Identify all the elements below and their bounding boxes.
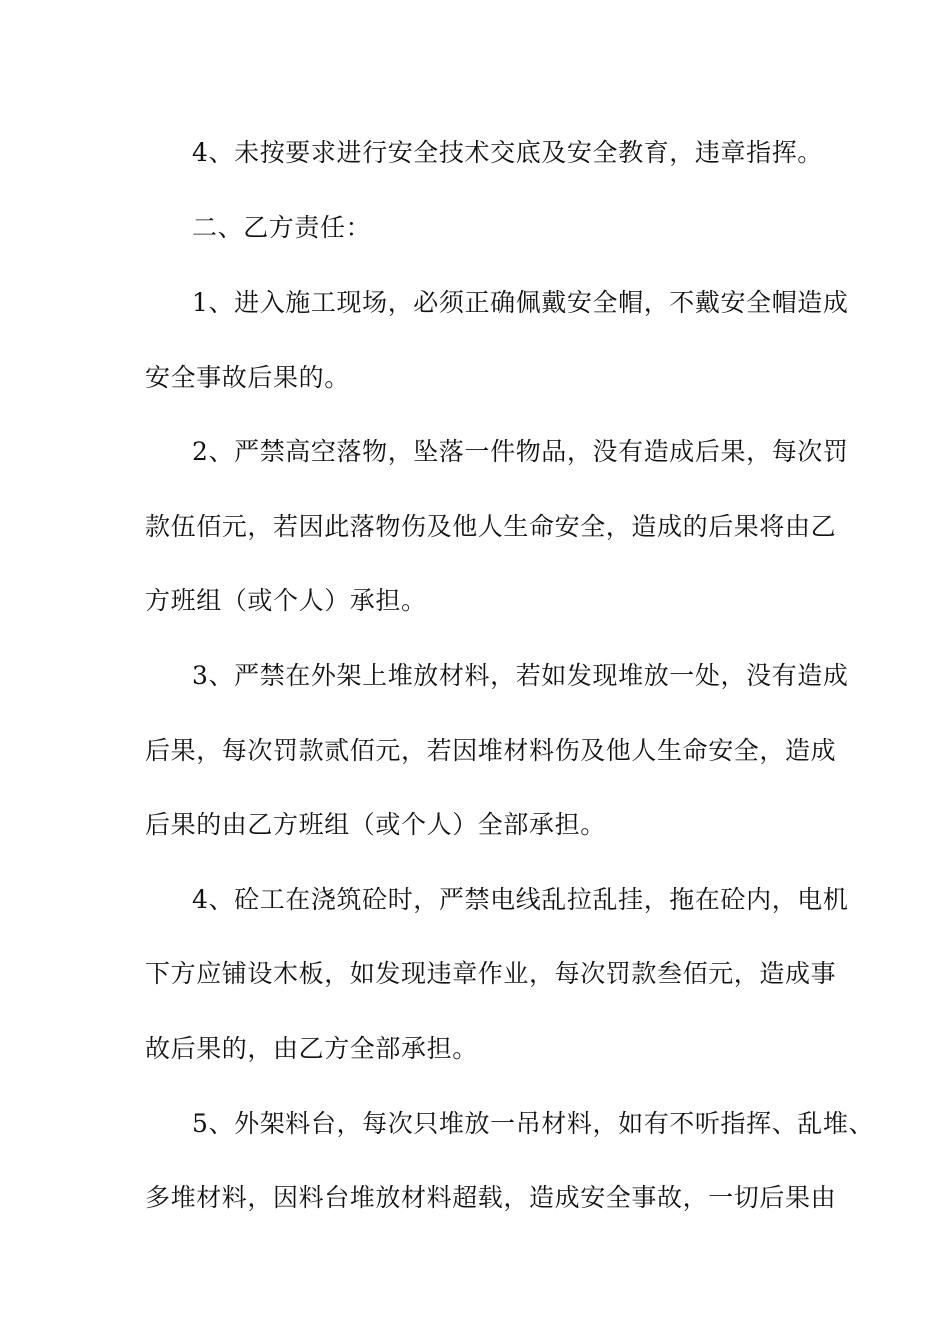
paragraph-line: 故后果的，由乙方全部承担。 bbox=[145, 1034, 478, 1063]
paragraph-line: 3、严禁在外架上堆放材料，若如发现堆放一处，没有造成 bbox=[192, 661, 849, 690]
paragraph-line: 4、未按要求进行安全技术交底及安全教育，违章指挥。 bbox=[192, 138, 823, 167]
paragraph-line: 4、砼工在浇筑砼时，严禁电线乱拉乱挂，拖在砼内，电机 bbox=[192, 885, 849, 914]
paragraph-line: 安全事故后果的。 bbox=[145, 363, 350, 392]
paragraph-line: 2、严禁高空落物，坠落一件物品，没有造成后果，每次罚 bbox=[192, 437, 849, 466]
paragraph-line: 后果，每次罚款贰佰元，若因堆材料伤及他人生命安全，造成 bbox=[145, 736, 837, 765]
paragraph-line: 方班组（或个人）承担。 bbox=[145, 586, 427, 615]
paragraph-line: 多堆材料，因料台堆放材料超载，造成安全事故，一切后果由 bbox=[145, 1183, 837, 1212]
section-heading: 二、乙方责任： bbox=[192, 213, 372, 242]
paragraph-line: 1、进入施工现场，必须正确佩戴安全帽，不戴安全帽造成 bbox=[192, 288, 849, 317]
paragraph-line: 5、外架料台，每次只堆放一吊材料，如有不听指挥、乱堆、 bbox=[192, 1109, 875, 1138]
paragraph-line: 后果的由乙方班组（或个人）全部承担。 bbox=[145, 810, 606, 839]
paragraph-line: 下方应铺设木板，如发现违章作业，每次罚款叁佰元，造成事 bbox=[145, 959, 837, 988]
paragraph-line: 款伍佰元，若因此落物伤及他人生命安全，造成的后果将由乙 bbox=[145, 512, 837, 541]
